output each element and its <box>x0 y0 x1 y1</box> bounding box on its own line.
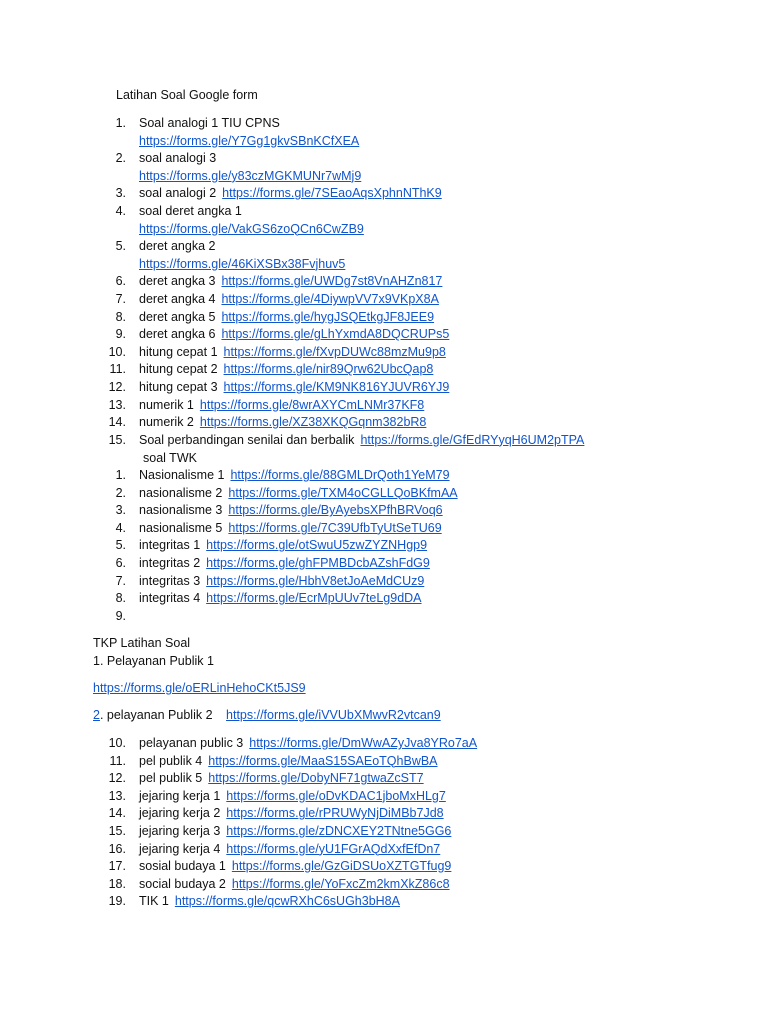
list-item-label: jejaring kerja 4 <box>139 841 221 856</box>
list-item-label: pel publik 5 <box>139 771 203 786</box>
list-item-label: jejaring kerja 3 <box>139 824 221 838</box>
form-link[interactable]: https://forms.gle/88GMLDrQoth1YeM79 <box>230 468 450 482</box>
list-item-number: 12. <box>108 771 126 786</box>
list-item-label: Soal perbandingan senilai dan berbalik <box>139 432 355 447</box>
list-item-number: 8. <box>115 591 126 606</box>
list-item-label: deret angka 4 <box>139 292 216 306</box>
list-item-number: 3. <box>115 186 126 201</box>
form-link[interactable]: https://forms.gle/7C39UfbTyUtSeTU69 <box>228 520 442 535</box>
form-link[interactable]: https://forms.gle/otSwuU5zwZYZNHgp9 <box>206 538 428 553</box>
tkp-first-link[interactable]: https://forms.gle/oERLinHehoCKt5JS9 <box>93 681 306 695</box>
list-item-label: nasionalisme 5 <box>139 520 223 535</box>
form-link[interactable]: https://forms.gle/HbhV8etJoAeMdCUz9 <box>206 573 425 588</box>
form-link[interactable]: https://forms.gle/oDvKDAC1jboMxHLg7 <box>226 788 446 803</box>
form-link[interactable]: https://forms.gle/VakGS6zoQCn6CwZB9 <box>139 221 364 236</box>
list-item-number: 1. <box>115 468 126 482</box>
list-item-label: Soal analogi 1 TIU CPNS <box>139 116 280 130</box>
list-item-label: soal analogi 3 <box>139 151 217 166</box>
tkp-heading: TKP Latihan Soal <box>93 636 191 650</box>
tkp-second-link[interactable]: https://forms.gle/iVVUbXMwvR2vtcan9 <box>226 708 441 722</box>
tkp-second-number-link[interactable]: 2 <box>93 708 100 722</box>
list-item-number: 12. <box>108 380 126 394</box>
list-item-number: 4. <box>115 520 126 535</box>
form-link[interactable]: https://forms.gle/yU1FGrAQdXxfEfDn7 <box>226 841 441 856</box>
form-link[interactable]: https://forms.gle/7SEaoAqsXphnNThK9 <box>222 186 442 201</box>
form-link[interactable]: https://forms.gle/nir89Qrw62UbcQap8 <box>223 362 434 377</box>
list-item-label: soal deret angka 1 <box>139 204 242 218</box>
form-link[interactable]: https://forms.gle/zDNCXEY2TNtne5GG6 <box>226 824 452 838</box>
list-item-label: integritas 1 <box>139 538 201 553</box>
list-item-number: 6. <box>115 556 126 570</box>
form-link[interactable]: https://forms.gle/EcrMpUUv7teLg9dDA <box>206 591 422 606</box>
list-item-number: 1. <box>115 116 126 130</box>
list-item-number: 5. <box>115 239 126 254</box>
document-title: Latihan Soal Google form <box>116 88 258 102</box>
list-item-label: numerik 1 <box>139 397 194 412</box>
list-item-label: nasionalisme 2 <box>139 485 223 500</box>
list-item-number: 18. <box>108 876 126 891</box>
form-link[interactable]: https://forms.gle/DmWwAZyJva8YRo7aA <box>249 736 478 750</box>
list-item-label: Nasionalisme 1 <box>139 468 225 482</box>
form-link[interactable]: https://forms.gle/gLhYxmdA8DQCRUPs5 <box>221 327 450 342</box>
form-link[interactable]: https://forms.gle/YoFxcZm2kmXkZ86c8 <box>231 876 450 891</box>
list-item-number: 7. <box>115 573 126 588</box>
list-item-label: integritas 3 <box>139 573 201 588</box>
form-link[interactable]: https://forms.gle/XZ38XKQGqnm382bR8 <box>199 415 427 430</box>
list-item-number: 19. <box>108 894 126 909</box>
list-item-label: numerik 2 <box>139 415 194 430</box>
list-item-label: deret angka 2 <box>139 239 216 254</box>
list-item-number: 15. <box>108 432 126 447</box>
list-item-label: nasionalisme 3 <box>139 503 223 518</box>
list-item-label: jejaring kerja 2 <box>139 806 221 821</box>
list-item-number: 16. <box>108 841 126 856</box>
form-link[interactable]: https://forms.gle/ByAyebsXPfhBRVoq6 <box>228 503 443 518</box>
list-item-number: 5. <box>115 538 126 553</box>
form-link[interactable]: https://forms.gle/ghFPMBDcbAZshFdG9 <box>206 556 430 570</box>
list-item-label: deret angka 6 <box>139 327 216 342</box>
list-item-number: 3. <box>115 503 126 518</box>
list-item-number: 4. <box>115 204 126 218</box>
list-item-number: 14. <box>108 415 126 430</box>
form-link[interactable]: https://forms.gle/8wrAXYCmLNMr37KF8 <box>199 397 425 412</box>
list-item-number: 13. <box>108 397 126 412</box>
form-link[interactable]: https://forms.gle/fXvpDUWc88mzMu9p8 <box>223 344 446 359</box>
tkp-first-item: 1. Pelayanan Publik 1 <box>93 654 214 668</box>
list-item-label: TIK 1 <box>139 894 169 909</box>
list-item-number: 15. <box>108 824 126 838</box>
list-item-label: jejaring kerja 1 <box>139 788 221 803</box>
form-link[interactable]: https://forms.gle/GfEdRYyqH6UM2pTPA <box>360 432 585 447</box>
form-link[interactable]: https://forms.gle/46KiXSBx38Fvjhuv5 <box>139 256 346 271</box>
tkp-second-text: . pelayanan Publik 2 <box>99 708 213 722</box>
list-item-number: 13. <box>108 788 126 803</box>
form-link[interactable]: https://forms.gle/y83czMGKMUNr7wMj9 <box>139 168 362 183</box>
form-link[interactable]: https://forms.gle/Y7Gg1gkvSBnKCfXEA <box>139 133 360 148</box>
form-link[interactable]: https://forms.gle/MaaS15SAEoTQhBwBA <box>208 753 438 768</box>
list-item-label: integritas 4 <box>139 591 201 606</box>
form-link[interactable]: https://forms.gle/4DiywpVV7x9VKpX8A <box>221 292 439 306</box>
list-item-label: integritas 2 <box>139 556 201 570</box>
list-item-number: 11. <box>109 362 126 377</box>
form-link[interactable]: https://forms.gle/KM9NK816YJUVR6YJ9 <box>223 380 450 394</box>
list-item-number: 8. <box>115 309 126 324</box>
list-item-label: deret angka 3 <box>139 274 216 289</box>
form-link[interactable]: https://forms.gle/DobyNF71gtwaZcST7 <box>208 771 424 786</box>
list-item-label: hitung cepat 3 <box>139 380 218 394</box>
form-link[interactable]: https://forms.gle/hygJSQEtkgJF8JEE9 <box>221 309 435 324</box>
list-item-label: hitung cepat 1 <box>139 344 218 359</box>
list-item-number: 10. <box>108 736 126 750</box>
twk-heading: soal TWK <box>143 451 197 465</box>
list-item-number: 7. <box>115 292 126 306</box>
list-item-label: deret angka 5 <box>139 309 216 324</box>
list-item-number: 9. <box>115 327 126 342</box>
list-item-number: 14. <box>108 806 126 821</box>
form-link[interactable]: https://forms.gle/GzGiDSUoXZTGTfug9 <box>231 859 452 874</box>
list-item-number: 11. <box>109 753 126 768</box>
form-link[interactable]: https://forms.gle/qcwRXhC6sUGh3bH8A <box>174 894 400 909</box>
form-link[interactable]: https://forms.gle/TXM4oCGLLQoBKfmAA <box>228 485 458 500</box>
list-item-label: social budaya 2 <box>139 876 226 891</box>
list-item-label: soal analogi 2 <box>139 186 217 201</box>
list-item-label: sosial budaya 1 <box>139 859 226 874</box>
list-item-number: 6. <box>115 274 126 289</box>
list-item-label: hitung cepat 2 <box>139 362 218 377</box>
list-item-number: 2. <box>115 151 126 166</box>
list-item-number: 9. <box>115 608 126 623</box>
list-item-number: 10. <box>108 344 126 359</box>
list-item-number: 2. <box>115 485 126 500</box>
list-item-label: pel publik 4 <box>139 753 203 768</box>
list-item-label: pelayanan public 3 <box>139 736 244 750</box>
form-link[interactable]: https://forms.gle/UWDg7st8VnAHZn817 <box>221 274 443 289</box>
list-item-number: 17. <box>108 859 126 874</box>
form-link[interactable]: https://forms.gle/rPRUWyNjDiMBb7Jd8 <box>226 806 444 821</box>
